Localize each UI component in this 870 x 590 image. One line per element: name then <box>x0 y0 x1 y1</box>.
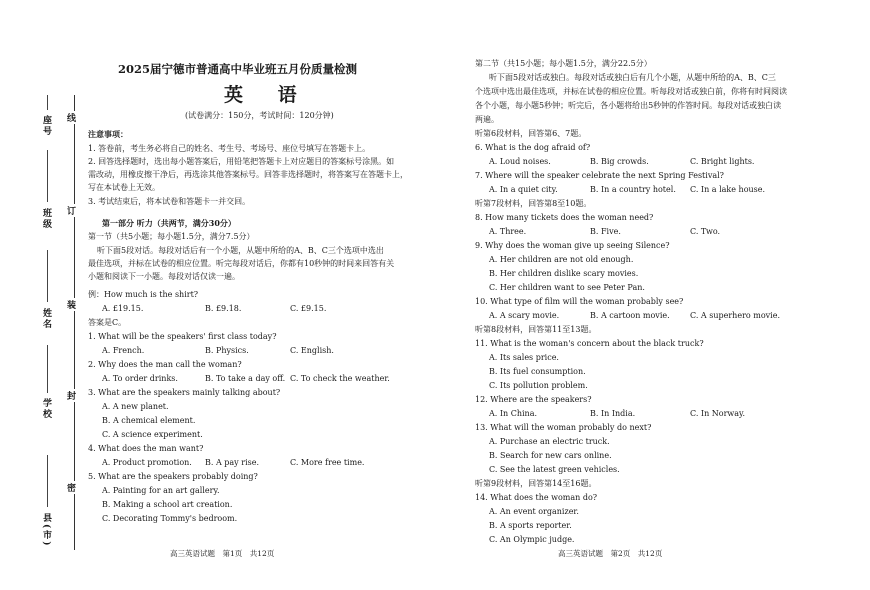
section1-instruction: 最佳选项，并标在试卷的相应位置。听完每段对话后，你都有10秒钟的时间来回答有关 <box>88 259 395 268</box>
example-answer: 答案是C。 <box>88 318 127 327</box>
question-option: B. Five. <box>590 227 621 236</box>
note-line: 写在本试卷上无效。 <box>88 183 160 192</box>
seal-char-secret: 密 <box>67 481 76 494</box>
seat-blank[interactable] <box>47 95 48 110</box>
question-stem: 6. What is the dog afraid of? <box>475 143 591 152</box>
part1-heading: 第一部分 听力（共两节，满分30分） <box>102 218 236 228</box>
section1-instruction: 小题和阅读下一小题。每段对话仅读一遍。 <box>88 272 240 281</box>
question-stem: 5. What are the speakers probably doing? <box>88 472 258 481</box>
question-option: B. Big crowds. <box>590 157 649 166</box>
question-option: B. Physics. <box>205 346 249 355</box>
subject-title: 英 语 <box>224 84 311 106</box>
section1-heading: 第一节（共5小题；每小题1.5分，满分7.5分） <box>88 232 255 241</box>
school-blank[interactable] <box>47 345 48 393</box>
example-option-a: A. £19.15. <box>102 304 144 313</box>
question-stem: 8. How many tickets does the woman need? <box>475 213 654 222</box>
question-option: B. In India. <box>590 409 636 418</box>
question-stem: 12. Where are the speakers? <box>475 395 592 404</box>
question-option: A. In China. <box>489 409 538 418</box>
part2-instruction: 个选项中选出最佳选项，并标在试卷的相应位置。听每段对话或独白前，你将有时间阅读 <box>475 87 787 96</box>
question-stem: 1. What will be the speakers' first class today? <box>88 332 277 341</box>
question-option: C. See the latest green vehicles. <box>489 465 620 474</box>
label-name: 姓名 <box>41 308 51 330</box>
question-stem: 7. Where will the speaker celebrate the next Spring Festival? <box>475 171 724 180</box>
question-option: A. A scary movie. <box>489 311 560 320</box>
notes-heading: 注意事项： <box>88 129 128 139</box>
question-option: B. Its fuel consumption. <box>489 367 586 376</box>
seal-char-pack: 装 <box>67 298 76 311</box>
material-heading: 听第6段材料，回答第6、7题。 <box>475 129 587 138</box>
part2-instruction: 两遍。 <box>475 115 499 124</box>
class-blank[interactable] <box>47 150 48 202</box>
question-option: C. In a lake house. <box>690 185 766 194</box>
question-option: B. Her children dislike scary movies. <box>489 269 639 278</box>
question-option: C. More free time. <box>290 458 365 467</box>
question-option: A. A new planet. <box>102 402 169 411</box>
part2-heading: 第二节（共15小题；每小题1.5分，满分22.5分） <box>475 59 652 68</box>
material-heading: 听第9段材料，回答第14至16题。 <box>475 479 597 488</box>
county-blank[interactable] <box>47 455 48 507</box>
footer-right: 高三英语试题 第2页 共12页 <box>558 549 663 558</box>
note-line: 2. 回答选择题时，选出每小题答案后，用铅笔把答题卡上对应题目的答案标号涂黑。如 <box>88 157 395 166</box>
label-class: 班级 <box>41 208 51 230</box>
material-heading: 听第8段材料，回答第11至13题。 <box>475 325 597 334</box>
question-option: A. An event organizer. <box>489 507 579 516</box>
question-option: C. Decorating Tommy's bedroom. <box>102 514 238 523</box>
question-option: A. Loud noises. <box>489 157 551 166</box>
question-option: A. French. <box>102 346 145 355</box>
question-stem: 10. What type of film will the woman probably see? <box>475 297 684 306</box>
question-option: C. Its pollution problem. <box>489 381 588 390</box>
question-stem: 2. Why does the man call the woman? <box>88 360 242 369</box>
question-stem: 4. What does the man want? <box>88 444 204 453</box>
question-stem: 13. What will the woman probably do next? <box>475 423 652 432</box>
exam-title: 2025届宁德市普通高中毕业班五月份质量检测 <box>118 62 358 76</box>
question-option: A. Three. <box>489 227 527 236</box>
question-option: A. Painting for an art gallery. <box>102 486 220 495</box>
question-option: A. Her children are not old enough. <box>489 255 634 264</box>
label-school: 学校 <box>41 398 51 420</box>
note-line: 1. 答卷前，考生务必将自己的姓名、考生号、考场号、座位号填写在答题卡上。 <box>88 144 371 153</box>
question-option: A. In a quiet city. <box>489 185 558 194</box>
question-option: C. English. <box>290 346 334 355</box>
question-option: B. To take a day off. <box>205 374 286 383</box>
question-option: B. Search for new cars online. <box>489 451 612 460</box>
seal-char-seal: 封 <box>67 389 76 402</box>
exam-info: (试卷满分：150分，考试时间：120分钟) <box>185 111 334 120</box>
question-option: A. Its sales price. <box>489 353 559 362</box>
note-line: 3. 考试结束后，将本试卷和答题卡一并交回。 <box>88 197 251 206</box>
label-seat: 座号 <box>41 115 51 137</box>
example-option-c: C. £9.15. <box>290 304 327 313</box>
part2-instruction: 听下面5段对话或独白。每段对话或独白后有几个小题，从题中所给的A、B、C三 <box>489 73 776 82</box>
section1-instruction: 听下面5段对话。每段对话后有一个小题，从题中所给的A、B、C三个选项中选出 <box>97 246 384 255</box>
question-option: C. In Norway. <box>690 409 746 418</box>
question-option: C. To check the weather. <box>290 374 390 383</box>
footer-left: 高三英语试题 第1页 共12页 <box>170 549 275 558</box>
seal-char-line: 线 <box>67 111 76 124</box>
question-option: B. Making a school art creation. <box>102 500 233 509</box>
question-option: A. To order drinks. <box>102 374 178 383</box>
question-option: A. Purchase an electric truck. <box>489 437 610 446</box>
question-option: C. A science experiment. <box>102 430 203 439</box>
material-heading: 听第7段材料，回答第8至10题。 <box>475 199 592 208</box>
question-option: B. A cartoon movie. <box>590 311 670 320</box>
question-option: B. In a country hotel. <box>590 185 676 194</box>
example-option-b: B. £9.18. <box>205 304 242 313</box>
question-option: C. Two. <box>690 227 721 236</box>
label-county: 县(市) <box>41 513 51 548</box>
question-stem: 9. Why does the woman give up seeing Silence? <box>475 241 670 250</box>
question-option: B. A pay rise. <box>205 458 260 467</box>
question-option: A. Product promotion. <box>102 458 192 467</box>
question-option: C. Her children want to see Peter Pan. <box>489 283 645 292</box>
question-option: C. An Olympic judge. <box>489 535 575 544</box>
question-option: B. A sports reporter. <box>489 521 572 530</box>
example-question: 例：How much is the shirt? <box>88 290 199 299</box>
note-line: 需改动，用橡皮擦干净后，再选涂其他答案标号。回答非选择题时，将答案写在答题卡上， <box>88 170 408 179</box>
question-stem: 11. What is the woman's concern about the black truck? <box>475 339 704 348</box>
question-option: C. Bright lights. <box>690 157 755 166</box>
name-blank[interactable] <box>47 250 48 302</box>
question-option: C. A superhero movie. <box>690 311 781 320</box>
part2-instruction: 各个小题，每小题5秒钟；听完后，各小题将给出5秒钟的作答时间。每段对话或独白读 <box>475 101 782 110</box>
question-option: B. A chemical element. <box>102 416 196 425</box>
question-stem: 14. What does the woman do? <box>475 493 598 502</box>
question-stem: 3. What are the speakers mainly talking about? <box>88 388 281 397</box>
seal-char-bind: 订 <box>67 204 76 217</box>
